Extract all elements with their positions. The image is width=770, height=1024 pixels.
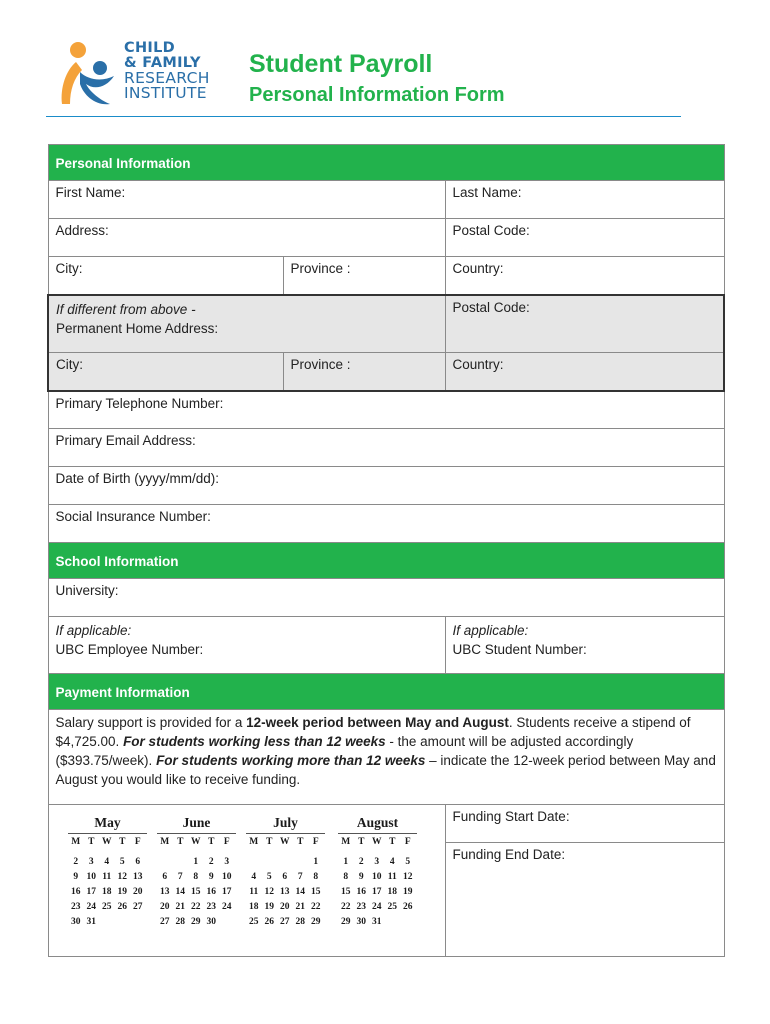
calendar-day: 24 xyxy=(372,902,382,912)
calendar-weekday: M xyxy=(71,837,81,847)
calendar-weekday: T xyxy=(88,837,95,847)
calendar-day: 16 xyxy=(71,887,81,897)
calendar-days-grid xyxy=(246,837,331,927)
calendar-day: 1 xyxy=(313,857,319,867)
province-field[interactable] xyxy=(283,257,445,295)
address-label: Address: xyxy=(55,223,109,238)
calendar-day: 18 xyxy=(102,887,112,897)
calendar-day: 31 xyxy=(86,917,96,927)
student-number-field[interactable] xyxy=(445,617,724,674)
calendar-month-name: May xyxy=(68,815,147,834)
calendar-day: 16 xyxy=(356,887,366,897)
calendar-day: 5 xyxy=(266,872,272,882)
calendar-days-grid xyxy=(68,837,153,927)
university-label: University: xyxy=(55,583,119,598)
calendar-day: 12 xyxy=(403,872,413,882)
student-number-label: UBC Student Number: xyxy=(452,642,587,657)
calendar-day: 8 xyxy=(343,872,349,882)
if-applicable-note-2: If applicable: xyxy=(452,623,529,638)
calendar-day: 30 xyxy=(206,917,216,927)
calendar-day: 3 xyxy=(88,857,94,867)
logo-line-4: INSTITUTE xyxy=(124,84,207,102)
province-label: Province : xyxy=(290,261,351,276)
payment-text-6: For students working more than 12 weeks xyxy=(156,753,426,768)
calendar-day: 29 xyxy=(191,917,201,927)
calendar-day: 8 xyxy=(193,872,199,882)
section-payment-information: Payment Information xyxy=(48,674,724,710)
university-field[interactable] xyxy=(48,579,724,617)
address-field[interactable] xyxy=(48,219,445,257)
calendar-day: 23 xyxy=(71,902,81,912)
logo-figure-icon xyxy=(56,40,122,108)
calendar-day: 27 xyxy=(280,917,290,927)
calendar-day: 21 xyxy=(175,902,185,912)
page-header xyxy=(0,0,770,120)
calendar-day: 23 xyxy=(356,902,366,912)
if-applicable-note-1: If applicable: xyxy=(55,623,132,638)
calendar-day: 6 xyxy=(162,872,168,882)
calendar-day xyxy=(400,917,416,927)
logo-line-1: CHILD xyxy=(124,40,175,56)
calendar-month-june xyxy=(157,815,242,927)
calendar-day: 25 xyxy=(387,902,397,912)
permanent-province-field[interactable] xyxy=(283,353,445,391)
funding-end-date-field[interactable] xyxy=(445,843,724,957)
calendar-day: 15 xyxy=(311,887,321,897)
calendar-day: 23 xyxy=(206,902,216,912)
calendar-day: 12 xyxy=(117,872,127,882)
section-personal-information: Personal Information xyxy=(48,145,724,181)
dob-field[interactable] xyxy=(48,467,724,505)
email-field[interactable] xyxy=(48,429,724,467)
calendar-weekday: M xyxy=(341,837,351,847)
calendar-day: 10 xyxy=(372,872,382,882)
calendar-weekday: W xyxy=(102,837,112,847)
calendar-day: 6 xyxy=(135,857,141,867)
calendar-day: 13 xyxy=(133,872,143,882)
calendar-day: 22 xyxy=(311,902,321,912)
calendar-day: 15 xyxy=(341,887,351,897)
calendar-day: 5 xyxy=(405,857,411,867)
calendar-day xyxy=(157,857,173,867)
calendar-day: 21 xyxy=(295,902,305,912)
calendar-day: 19 xyxy=(264,902,274,912)
calendar-day: 13 xyxy=(160,887,170,897)
calendar-weekday: W xyxy=(372,837,382,847)
calendar-weekday: T xyxy=(266,837,273,847)
calendar-day: 22 xyxy=(341,902,351,912)
calendar-day: 2 xyxy=(73,857,79,867)
calendar-day: 9 xyxy=(208,872,214,882)
funding-end-label: Funding End Date: xyxy=(452,847,566,862)
funding-start-date-field[interactable] xyxy=(445,805,724,843)
calendar-day xyxy=(115,917,131,927)
permanent-address-label: Permanent Home Address: xyxy=(56,320,219,336)
calendar-days-grid xyxy=(157,837,242,927)
calendar-weekday: M xyxy=(160,837,170,847)
calendar-day: 8 xyxy=(313,872,319,882)
calendar-weekday: W xyxy=(191,837,201,847)
sin-field[interactable] xyxy=(48,505,724,543)
calendar-month-may xyxy=(68,815,153,927)
calendar-weekday: T xyxy=(297,837,304,847)
calendar-day: 31 xyxy=(372,917,382,927)
calendar-day: 17 xyxy=(222,887,232,897)
calendar-day: 28 xyxy=(295,917,305,927)
calendar-day xyxy=(173,857,189,867)
funding-start-label: Funding Start Date: xyxy=(452,809,570,824)
payment-text-2: 12-week period between May and August xyxy=(246,715,509,730)
logo-line-3: RESEARCH xyxy=(124,69,210,87)
page-title: Student Payroll xyxy=(249,50,433,78)
page-subtitle: Personal Information Form xyxy=(249,84,505,106)
calendar-month-july xyxy=(246,815,331,927)
calendar-day: 18 xyxy=(387,887,397,897)
calendar-day: 14 xyxy=(295,887,305,897)
calendar-weekday: T xyxy=(177,837,184,847)
city-label: City: xyxy=(55,261,83,276)
calendar-day: 29 xyxy=(341,917,351,927)
payment-text-1: Salary support is provided for a xyxy=(55,715,247,730)
calendar-day xyxy=(262,857,278,867)
calendar-day: 9 xyxy=(358,872,364,882)
calendar-day: 11 xyxy=(387,872,397,882)
calendar-weekday: T xyxy=(358,837,365,847)
email-label: Primary Email Address: xyxy=(55,433,196,448)
calendar-weekday: F xyxy=(312,837,319,847)
city-field[interactable] xyxy=(48,257,283,295)
employee-number-field[interactable] xyxy=(48,617,445,674)
calendar-month-august xyxy=(338,815,423,927)
calendar-day xyxy=(246,857,262,867)
calendar-day: 6 xyxy=(282,872,288,882)
country-label: Country: xyxy=(452,261,504,276)
calendar-day: 11 xyxy=(102,872,112,882)
calendar-day: 27 xyxy=(160,917,170,927)
calendar-day: 12 xyxy=(264,887,274,897)
first-name-field[interactable] xyxy=(48,181,445,219)
calendar-day: 30 xyxy=(356,917,366,927)
permanent-province-label: Province : xyxy=(290,357,351,372)
calendar-day xyxy=(385,917,401,927)
header-divider xyxy=(46,116,681,117)
permanent-country-field[interactable] xyxy=(445,353,724,391)
permanent-postal-code-field[interactable] xyxy=(445,295,724,353)
calendar-day: 2 xyxy=(208,857,214,867)
calendar-day: 16 xyxy=(206,887,216,897)
calendar-weekday: F xyxy=(134,837,141,847)
calendar-day: 10 xyxy=(222,872,232,882)
calendar-day: 3 xyxy=(374,857,380,867)
calendar-day: 26 xyxy=(264,917,274,927)
logo-line-2: & FAMILY xyxy=(124,55,201,71)
calendar-day: 26 xyxy=(117,902,127,912)
dob-label: Date of Birth (yyyy/mm/dd): xyxy=(55,471,220,486)
permanent-postal-code-label: Postal Code: xyxy=(452,299,530,315)
calendar-day: 13 xyxy=(280,887,290,897)
payment-text-3: . Students receive a stipend of $4,725.00. xyxy=(55,715,691,749)
calendar-weekday: M xyxy=(249,837,259,847)
calendar-day: 4 xyxy=(389,857,395,867)
calendar-day: 7 xyxy=(177,872,183,882)
first-name-label: First Name: xyxy=(55,185,126,200)
calendar-day: 7 xyxy=(297,872,303,882)
calendar-weekday: F xyxy=(404,837,411,847)
if-different-note: If different from above - xyxy=(56,301,196,317)
calendar-day: 3 xyxy=(224,857,230,867)
payment-text-4: For students working less than 12 weeks xyxy=(123,734,386,749)
calendar-day: 5 xyxy=(119,857,125,867)
calendar-day: 29 xyxy=(311,917,321,927)
payment-text-7: – indicate the 12-week period between May and August you would like to receive funding. xyxy=(55,753,716,787)
calendar-day: 14 xyxy=(175,887,185,897)
calendar-weekday: T xyxy=(389,837,396,847)
permanent-address-field[interactable] xyxy=(48,295,445,353)
calendar-day: 9 xyxy=(73,872,79,882)
calendar-day: 18 xyxy=(249,902,259,912)
calendar-day: 25 xyxy=(249,917,259,927)
calendar-day: 4 xyxy=(251,872,257,882)
phone-label: Primary Telephone Number: xyxy=(55,395,224,411)
calendar-day: 1 xyxy=(343,857,349,867)
calendar-day: 19 xyxy=(117,887,127,897)
calendar-day: 11 xyxy=(249,887,259,897)
phone-field[interactable] xyxy=(48,391,724,429)
calendar-day: 2 xyxy=(358,857,364,867)
calendar-weekday: T xyxy=(208,837,215,847)
calendar-day: 28 xyxy=(175,917,185,927)
calendar-day xyxy=(293,857,309,867)
permanent-city-label: City: xyxy=(56,357,83,372)
country-field[interactable] xyxy=(445,257,724,295)
calendar-day: 25 xyxy=(102,902,112,912)
calendar-day: 4 xyxy=(104,857,110,867)
postal-code-label: Postal Code: xyxy=(452,223,530,238)
calendar-day xyxy=(130,917,146,927)
last-name-field[interactable] xyxy=(445,181,724,219)
calendar-day: 20 xyxy=(160,902,170,912)
logo-text xyxy=(124,41,210,101)
payment-description xyxy=(48,710,724,805)
calendar-day xyxy=(99,917,115,927)
calendar-day: 19 xyxy=(403,887,413,897)
calendar-day: 27 xyxy=(133,902,143,912)
calendar-weekday: T xyxy=(119,837,126,847)
calendar-day xyxy=(277,857,293,867)
calendar-day: 20 xyxy=(133,887,143,897)
calendar-day: 20 xyxy=(280,902,290,912)
sin-label: Social Insurance Number: xyxy=(55,509,211,524)
permanent-city-field[interactable] xyxy=(48,353,283,391)
section-school-information: School Information xyxy=(48,543,724,579)
calendar-month-name: August xyxy=(338,815,417,834)
calendar-day: 1 xyxy=(193,857,199,867)
calendar-day: 10 xyxy=(86,872,96,882)
calendar-days-grid xyxy=(338,837,423,927)
calendar-day xyxy=(219,917,235,927)
calendar-weekday: W xyxy=(280,837,290,847)
calendar-day: 17 xyxy=(372,887,382,897)
employee-number-label: UBC Employee Number: xyxy=(55,642,204,657)
permanent-country-label: Country: xyxy=(452,357,504,372)
postal-code-field[interactable] xyxy=(445,219,724,257)
calendar-day: 24 xyxy=(86,902,96,912)
calendar-weekday: F xyxy=(223,837,230,847)
last-name-label: Last Name: xyxy=(452,185,522,200)
calendar-day: 17 xyxy=(86,887,96,897)
calendar-day: 22 xyxy=(191,902,201,912)
calendar-month-name: July xyxy=(246,815,325,834)
calendar-day: 24 xyxy=(222,902,232,912)
payment-text-5: - the amount will be adjusted accordingly ($393.75/week). xyxy=(55,734,634,768)
calendar-day: 26 xyxy=(403,902,413,912)
calendar-month-name: June xyxy=(157,815,236,834)
calendar-day: 30 xyxy=(71,917,81,927)
calendar-day: 15 xyxy=(191,887,201,897)
